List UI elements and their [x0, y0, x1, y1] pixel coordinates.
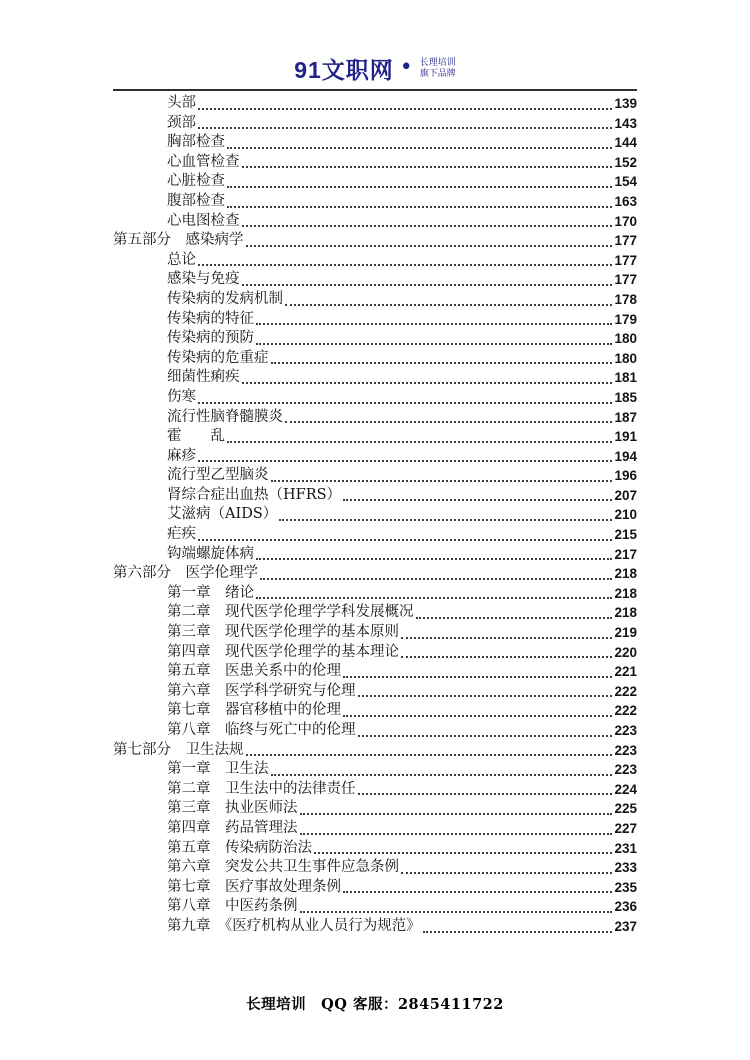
toc-entry-title: 第五章 传染病防治法 [167, 839, 312, 856]
dot-leader [401, 872, 612, 874]
dot-leader [256, 343, 612, 345]
toc-entry [113, 427, 637, 447]
toc-entry-page-number: 177 [614, 252, 637, 268]
dot-leader [227, 147, 612, 149]
toc-entry-title: 总论 [167, 251, 196, 268]
toc-entry-title: 第八章 临终与死亡中的伦理 [167, 722, 356, 738]
dot-leader [242, 284, 613, 286]
dot-leader [227, 441, 612, 443]
toc-entry [113, 408, 637, 428]
toc-entry-page-number: 218 [614, 605, 637, 621]
toc-entry [113, 603, 637, 623]
toc-entry-title: 第六章 医学科学研究与伦理 [167, 682, 356, 699]
toc-entry [113, 701, 637, 721]
toc-entry-page-number: 187 [614, 409, 637, 425]
toc-entry [113, 780, 637, 800]
logo-tagline [420, 57, 456, 79]
dot-leader [246, 245, 613, 247]
toc-entry-title: 腹部检查 [167, 192, 225, 209]
toc-entry [113, 310, 637, 330]
toc-entry [113, 153, 637, 173]
toc-entry [113, 114, 637, 134]
toc-entry-title: 第七部分 卫生法规 [113, 741, 244, 758]
dot-leader [227, 186, 612, 188]
toc-entry-title: 艾滋病（AIDS） [167, 506, 278, 523]
toc-entry-title: 第五部分 感染病学 [113, 232, 244, 249]
toc-entry-page-number: 223 [614, 723, 637, 738]
toc-entry [113, 447, 637, 467]
page-header [0, 0, 750, 91]
toc-entry-title: 第一章 绪论 [167, 584, 254, 601]
toc-entry [113, 564, 637, 584]
toc-entry-page-number: 219 [614, 625, 637, 641]
dot-leader [198, 264, 612, 266]
dot-leader [198, 539, 612, 541]
toc-entry [113, 192, 637, 212]
toc-entry-page-number: 191 [614, 429, 637, 445]
dot-leader [423, 931, 613, 933]
toc-entry-title: 传染病的危重症 [167, 349, 269, 366]
toc-entry [113, 388, 637, 408]
toc-entry-title: 头部 [167, 95, 196, 111]
toc-entry [113, 819, 637, 839]
toc-entry-page-number: 222 [614, 703, 637, 719]
toc-entry [113, 172, 637, 192]
toc-entry-title: 第二章 卫生法中的法律责任 [167, 780, 356, 797]
toc-entry-title: 第八章 中医药条例 [167, 898, 298, 915]
toc-entry [113, 505, 637, 525]
toc-entry-title: 传染病的预防 [167, 330, 254, 347]
toc-entry-page-number: 179 [614, 311, 637, 327]
toc-entry-page-number: 181 [614, 370, 637, 386]
dot-leader [300, 833, 613, 835]
toc-entry-page-number: 217 [614, 546, 637, 562]
toc-entry [113, 329, 637, 349]
dot-leader [198, 127, 612, 129]
toc-entry-title: 伤寒 [167, 388, 196, 405]
tagline-line-2: 旗下品牌 [419, 68, 456, 78]
toc-entry-title: 第六部分 医学伦理学 [113, 565, 258, 582]
table-of-contents [113, 94, 637, 937]
toc-entry-title: 第四章 药品管理法 [167, 819, 298, 836]
toc-entry-title: 细菌性痢疾 [167, 369, 240, 386]
toc-entry [113, 231, 637, 251]
toc-entry-title: 流行性脑脊髓膜炎 [167, 408, 283, 425]
toc-entry-title: 麻疹 [167, 447, 196, 464]
tagline-line-1: 长理培训 [419, 57, 456, 67]
toc-entry-page-number: 170 [614, 213, 637, 229]
toc-entry-title: 颈部 [167, 114, 196, 131]
toc-entry-page-number: 207 [614, 487, 637, 503]
toc-entry [113, 290, 637, 310]
dot-leader [260, 578, 612, 580]
toc-entry-title: 疟疾 [167, 526, 196, 543]
toc-entry [113, 486, 637, 506]
toc-entry-page-number: 152 [614, 154, 637, 170]
toc-entry [113, 545, 637, 565]
toc-entry-title: 胸部检查 [167, 134, 225, 151]
toc-entry-page-number: 143 [614, 115, 637, 131]
toc-entry-title: 第三章 现代医学伦理学的基本原则 [167, 624, 399, 641]
toc-entry-title: 肾综合症出血热（HFRS） [167, 486, 342, 503]
dot-leader [242, 382, 613, 384]
dot-leader [358, 735, 613, 737]
dot-leader [401, 656, 612, 658]
dot-leader [246, 754, 613, 756]
toc-entry-title: 心脏检查 [167, 173, 225, 190]
toc-entry-page-number: 235 [614, 879, 637, 895]
site-logo: 91文职网 [294, 56, 394, 83]
toc-entry-page-number: 196 [614, 468, 637, 484]
toc-entry [113, 839, 637, 859]
dot-leader [198, 108, 612, 110]
dot-leader [343, 676, 612, 678]
dot-leader [401, 637, 612, 639]
toc-entry-page-number: 224 [614, 781, 637, 797]
toc-entry [113, 270, 637, 290]
logo-block [0, 53, 750, 83]
dot-leader [343, 891, 612, 893]
toc-entry [113, 94, 637, 114]
toc-entry [113, 897, 637, 917]
toc-entry [113, 466, 637, 486]
toc-entry-page-number: 218 [614, 566, 637, 582]
toc-entry-title: 钩端螺旋体病 [167, 545, 254, 562]
dot-leader [198, 402, 612, 404]
toc-entry [113, 760, 637, 780]
dot-leader [285, 421, 612, 423]
toc-entry-page-number: 185 [614, 389, 637, 405]
toc-entry-page-number: 221 [614, 664, 637, 680]
toc-entry [113, 584, 637, 604]
toc-entry-title: 第七章 器官移植中的伦理 [167, 702, 341, 719]
toc-entry-page-number: 233 [614, 860, 637, 876]
toc-entry-page-number: 210 [614, 507, 637, 523]
toc-entry-page-number: 236 [614, 899, 637, 915]
toc-entry-page-number: 144 [614, 135, 637, 151]
dot-leader [227, 206, 612, 208]
toc-entry-title: 第四章 现代医学伦理学的基本理论 [167, 643, 399, 660]
page-footer [0, 993, 750, 1014]
header-divider [113, 89, 637, 91]
dot-leader [271, 480, 613, 482]
toc-entry [113, 799, 637, 819]
toc-entry-title: 第五章 医患关系中的伦理 [167, 663, 341, 680]
toc-entry-page-number: 227 [614, 820, 637, 836]
toc-entry-title: 第二章 现代医学伦理学学科发展概况 [167, 604, 414, 621]
toc-entry [113, 878, 637, 898]
toc-entry-page-number: 223 [614, 762, 637, 778]
toc-entry [113, 741, 637, 761]
toc-entry-page-number: 194 [614, 448, 637, 464]
toc-entry [113, 623, 637, 643]
toc-entry [113, 525, 637, 545]
toc-entry-page-number: 139 [614, 96, 637, 111]
toc-entry-page-number: 215 [614, 527, 637, 543]
dot-leader [271, 362, 613, 364]
toc-entry [113, 349, 637, 369]
toc-entry [113, 662, 637, 682]
toc-entry [113, 721, 637, 741]
dot-leader [198, 460, 612, 462]
toc-entry-title: 传染病的发病机制 [167, 290, 283, 307]
dot-leader [300, 813, 613, 815]
toc-entry-title: 传染病的特征 [167, 310, 254, 327]
toc-entry [113, 917, 637, 937]
toc-entry-title: 感染与免疫 [167, 271, 240, 288]
toc-entry-title: 第一章 卫生法 [167, 761, 269, 778]
toc-entry-page-number: 180 [614, 331, 637, 347]
toc-entry-page-number: 177 [614, 272, 637, 288]
dot-leader [256, 323, 612, 325]
toc-entry-title: 心电图检查 [167, 212, 240, 229]
dot-leader [285, 304, 612, 306]
toc-entry [113, 643, 637, 663]
dot-leader [343, 715, 612, 717]
dot-leader [256, 597, 612, 599]
toc-entry [113, 212, 637, 232]
toc-entry-page-number: 220 [614, 644, 637, 660]
dot-leader [358, 793, 613, 795]
toc-entry-page-number: 222 [614, 683, 637, 699]
dot-leader [279, 519, 612, 521]
dot-leader [416, 617, 613, 619]
toc-entry-title: 霍 乱 [167, 428, 225, 445]
dot-leader [242, 166, 613, 168]
dot-leader [358, 695, 613, 697]
dot-leader [300, 911, 613, 913]
toc-entry-title: 流行型乙型脑炎 [167, 467, 269, 484]
toc-entry-page-number: 231 [614, 840, 637, 856]
logo-bullet-icon: • [399, 55, 413, 80]
toc-entry-page-number: 154 [614, 174, 637, 190]
dot-leader [314, 852, 612, 854]
dot-leader [256, 558, 612, 560]
toc-entry-page-number: 178 [614, 291, 637, 307]
toc-entry-page-number: 163 [614, 193, 637, 209]
toc-entry-page-number: 225 [614, 801, 637, 817]
toc-entry-title: 第三章 执业医师法 [167, 800, 298, 817]
dot-leader [271, 774, 613, 776]
dot-leader [343, 499, 612, 501]
toc-entry [113, 368, 637, 388]
toc-entry [113, 682, 637, 702]
toc-entry-page-number: 223 [614, 742, 637, 758]
toc-entry-title: 第六章 突发公共卫生事件应急条例 [167, 859, 399, 876]
dot-leader [242, 225, 613, 227]
toc-entry-title: 第九章 《医疗机构从业人员行为规范》 [167, 917, 421, 934]
toc-entry [113, 251, 637, 271]
toc-entry-page-number: 177 [614, 233, 637, 249]
footer-text: 长理培训 QQ 客服：2845411722 [246, 996, 504, 1013]
toc-entry-page-number: 218 [614, 585, 637, 601]
toc-entry-title: 第七章 医疗事故处理条例 [167, 878, 341, 895]
toc-entry [113, 858, 637, 878]
toc-entry [113, 133, 637, 153]
toc-entry-page-number: 180 [614, 350, 637, 366]
toc-entry-page-number: 237 [614, 918, 637, 934]
toc-entry-title: 心血管检查 [167, 153, 240, 170]
